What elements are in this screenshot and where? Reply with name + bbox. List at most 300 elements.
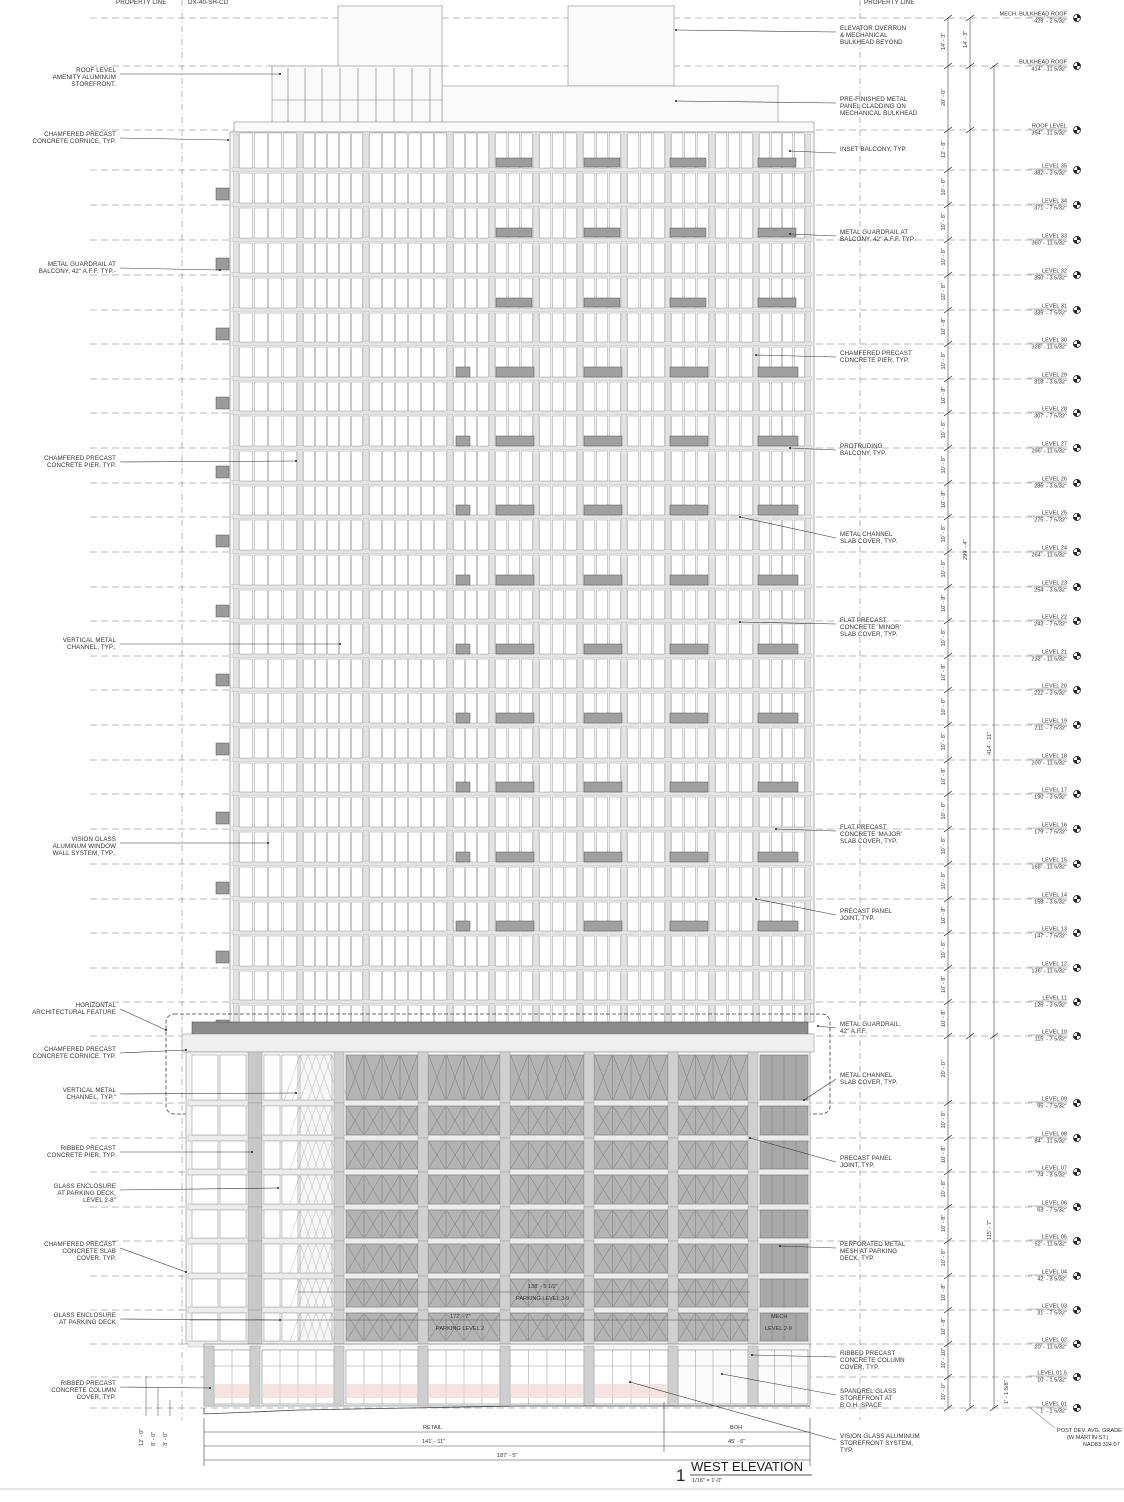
vision-glass-panel: [741, 555, 752, 585]
vision-glass-panel: [697, 659, 708, 688]
vision-glass-panel: [435, 347, 446, 377]
vision-glass-panel: [728, 347, 739, 377]
level-name: LEVEL 08: [1042, 1131, 1067, 1138]
left-note-text: CHANNEL, TYP.": [66, 1094, 116, 1101]
level-name: LEVEL 19: [1042, 718, 1067, 725]
vision-glass-panel: [304, 278, 314, 308]
retail-zone-tint: [263, 1384, 333, 1398]
vision-glass-panel: [478, 416, 488, 446]
side-balcony: [216, 258, 229, 270]
vision-glass-panel: [552, 520, 563, 550]
vision-glass-panel: [422, 832, 433, 862]
leader-arrow-icon: [775, 828, 777, 830]
vision-glass-panel: [340, 832, 350, 862]
ribbed-precast-column: [668, 1172, 678, 1207]
vision-glass-panel: [316, 936, 326, 966]
ground-height-dims: [146, 1376, 170, 1416]
vision-glass-panel: [316, 133, 326, 168]
vision-glass-panel: [741, 797, 752, 827]
vision-glass-panel: [584, 797, 595, 827]
right-note-text: PANEL CLADDING ON: [840, 103, 906, 110]
leader-arrow-icon: [817, 1025, 819, 1027]
vision-glass-panel: [552, 832, 563, 862]
vision-glass-panel: [422, 624, 433, 654]
vision-glass-panel: [584, 971, 595, 1000]
level-name: LEVEL 09: [1042, 1096, 1067, 1103]
vision-glass-panel: [508, 451, 519, 481]
vision-glass-panel: [383, 278, 394, 308]
vision-glass-panel: [269, 867, 282, 897]
ribbed-precast-column: [584, 1310, 594, 1344]
vision-glass-panel: [640, 590, 651, 619]
vision-glass-panel: [540, 555, 551, 585]
ribbed-precast-column: [748, 1241, 758, 1276]
vision-glass-panel: [565, 520, 576, 550]
level-marker: [1028, 719, 1081, 732]
vision-glass-panel: [552, 382, 563, 411]
leader-arrow-icon: [277, 1187, 279, 1189]
leader-line: [120, 1248, 186, 1272]
vision-glass-panel: [283, 173, 296, 203]
vision-glass-panel: [409, 133, 420, 168]
vision-glass-panel: [609, 520, 620, 550]
vision-glass-panel: [316, 728, 326, 758]
vision-glass-panel: [328, 971, 338, 1000]
floor-height-dim: 10' - 8": [941, 352, 947, 370]
vision-glass-panel: [422, 133, 433, 168]
vision-glass-panel: [728, 243, 739, 273]
vision-glass-panel: [240, 555, 253, 585]
vision-glass-panel: [640, 902, 651, 931]
level-elevation: 339' - 7 5/32": [1034, 310, 1067, 317]
vision-glass-panel: [609, 659, 620, 688]
vision-glass-panel: [383, 173, 394, 203]
vision-glass-panel: [383, 971, 394, 1000]
vision-glass-panel: [304, 624, 314, 654]
vision-glass-panel: [409, 659, 420, 688]
vision-glass-panel: [794, 520, 804, 550]
right-note-text: FLAT PRECAST: [840, 824, 887, 831]
vision-glass-panel: [508, 659, 519, 688]
vision-glass-panel: [340, 624, 350, 654]
vision-glass-panel: [771, 590, 781, 619]
vision-glass-panel: [240, 416, 253, 446]
vision-glass-panel: [383, 416, 394, 446]
bulkhead-height-dim: 14' - 3": [963, 30, 969, 48]
level-elevation: 232' - 11 5/32": [1031, 656, 1067, 663]
glass-enclosure-panel: [282, 1175, 298, 1204]
vision-glass-panel: [540, 624, 551, 654]
ribbed-precast-column: [418, 1276, 428, 1310]
protruding-balcony-guardrail: [758, 367, 798, 377]
glass-enclosure-panel: [192, 1210, 218, 1238]
vision-glass-panel: [316, 832, 326, 862]
crosshatch-panel: [300, 1244, 332, 1273]
left-note-text: CHAMFERED PRECAST: [44, 1241, 116, 1248]
vision-glass-panel: [304, 693, 314, 723]
vision-glass-panel: [240, 936, 253, 966]
vision-glass-panel: [304, 173, 314, 203]
level-elevation: 360' - 11 5/32": [1031, 240, 1067, 247]
vision-glass-panel: [596, 173, 607, 203]
vision-glass-panel: [283, 832, 296, 862]
vision-glass-panel: [640, 416, 651, 446]
vision-glass-panel: [540, 590, 551, 619]
vision-glass-panel: [552, 173, 563, 203]
left-note-text: AT PARKING DECK: [59, 1319, 116, 1326]
vision-glass-panel: [697, 451, 708, 481]
level-elevation: 168' - 11 5/32": [1031, 864, 1067, 871]
level-name: LEVEL 30: [1042, 337, 1067, 344]
left-note-text: CHAMFERED PRECAST: [44, 455, 116, 462]
vision-glass-panel: [628, 797, 639, 827]
vision-glass-panel: [684, 728, 695, 758]
level-marker: [1028, 338, 1081, 351]
vision-glass-panel: [771, 173, 781, 203]
right-note-text: DECK, TYP.: [840, 1255, 875, 1262]
vision-glass-panel: [352, 902, 362, 931]
vision-glass-panel: [254, 728, 267, 758]
left-note-text: COVER, TYP.: [76, 1255, 116, 1262]
vision-glass-panel: [383, 728, 394, 758]
vision-glass-panel: [269, 451, 282, 481]
glass-enclosure-panel: [282, 1313, 298, 1341]
vision-glass-panel: [304, 382, 314, 411]
precast-pier: [578, 134, 583, 1022]
level-name: LEVEL 17: [1042, 787, 1067, 794]
vision-glass-panel: [466, 520, 476, 550]
side-balcony: [216, 466, 229, 478]
vision-glass-panel: [653, 243, 664, 273]
vision-glass-panel: [396, 936, 407, 966]
vision-glass-panel: [478, 867, 488, 897]
left-note-text: ROOF LEVEL: [76, 67, 116, 74]
protruding-balcony-guardrail: [758, 505, 798, 515]
podium-slab-cover: [188, 1169, 810, 1175]
level-name: LEVEL 25: [1042, 510, 1067, 517]
level-marker: [1028, 927, 1081, 940]
vision-glass-panel: [741, 382, 752, 411]
vision-glass-panel: [422, 278, 433, 308]
vision-glass-panel: [565, 797, 576, 827]
vision-glass-panel: [565, 555, 576, 585]
vision-glass-panel: [684, 243, 695, 273]
podium-height-dim: 115' - 7": [987, 1219, 993, 1240]
vision-glass-panel: [640, 693, 651, 723]
inset-balcony-guardrail: [670, 158, 706, 167]
vision-glass-panel: [716, 902, 727, 931]
vision-glass-panel: [409, 728, 420, 758]
vision-glass-panel: [565, 902, 576, 931]
level-elevation: 211' - 7 5/32": [1034, 725, 1067, 732]
vision-glass-panel: [370, 728, 381, 758]
vision-glass-panel: [716, 624, 727, 654]
vision-glass-panel: [540, 416, 551, 446]
level-elevation: 318' - 3 5/32": [1034, 379, 1067, 386]
vision-glass-panel: [596, 936, 607, 966]
inset-balcony-guardrail: [496, 228, 532, 237]
vision-glass-panel: [760, 173, 770, 203]
vision-glass-panel: [653, 902, 664, 931]
vision-glass-panel: [283, 347, 296, 377]
vision-glass-panel: [340, 763, 350, 792]
vision-glass-panel: [760, 313, 770, 342]
grade-label-3: NAD83 324.07: [1083, 1442, 1120, 1448]
vision-glass-panel: [454, 867, 464, 897]
vision-glass-panel: [328, 728, 338, 758]
vision-glass-panel: [396, 520, 407, 550]
right-note-text: CONCRETE COLUMN: [840, 1357, 905, 1364]
right-note-text: METAL GUARDRAIL,: [840, 1021, 902, 1028]
level-marker: [1028, 1030, 1081, 1043]
vision-glass-panel: [435, 133, 446, 168]
vision-glass-panel: [684, 797, 695, 827]
level-elevation: 307' - 7 5/32": [1034, 413, 1067, 420]
vision-glass-panel: [370, 797, 381, 827]
right-note-text: PROTRUDING: [840, 443, 883, 450]
vision-glass-panel: [478, 590, 488, 619]
vision-glass-panel: [352, 936, 362, 966]
vision-glass-panel: [409, 971, 420, 1000]
level-name: LEVEL 03: [1042, 1303, 1067, 1310]
floor-height-dim: 10' - 8": [941, 767, 947, 785]
vision-glass-panel: [640, 486, 651, 515]
level-elevation: 63' - 7 5/32": [1037, 1207, 1067, 1214]
vision-glass-panel: [283, 520, 296, 550]
grade-offset-dim: 1' - 1 5/8": [1004, 1380, 1010, 1404]
retail-zone-tint: [595, 1384, 667, 1398]
level-elevation: 350' - 3 5/32": [1034, 275, 1067, 282]
vision-glass-panel: [508, 382, 519, 411]
vision-glass-panel: [596, 243, 607, 273]
vision-glass-panel: [653, 971, 664, 1000]
vision-glass-panel: [521, 451, 532, 481]
vision-glass-panel: [352, 313, 362, 342]
level-name: LEVEL 04: [1042, 1269, 1067, 1276]
vision-glass-panel: [716, 936, 727, 966]
leader-arrow-icon: [739, 621, 741, 623]
vision-glass-panel: [383, 555, 394, 585]
vision-glass-panel: [435, 208, 446, 238]
vision-glass-panel: [370, 936, 381, 966]
protruding-balcony-guardrail: [584, 713, 622, 723]
ribbed-precast-column: [500, 1207, 510, 1241]
vision-glass-panel: [283, 486, 296, 515]
vision-glass-panel: [269, 797, 282, 827]
vertical-dimensions: [941, 15, 1010, 1411]
vision-glass-panel: [466, 659, 476, 688]
vision-glass-panel: [240, 133, 253, 168]
vision-glass-panel: [653, 832, 664, 862]
vision-glass-panel: [328, 451, 338, 481]
level-elevation: 126' - 3 5/32": [1034, 1002, 1067, 1009]
vision-glass-panel: [628, 936, 639, 966]
vision-glass-panel: [609, 243, 620, 273]
glass-enclosure-panel: [192, 1175, 218, 1204]
vision-glass-panel: [340, 451, 350, 481]
vision-glass-panel: [508, 173, 519, 203]
crosshatch-panel: [300, 1175, 332, 1204]
podium-slab-cover: [188, 1307, 810, 1313]
vision-glass-panel: [409, 867, 420, 897]
glass-enclosure-panel: [264, 1279, 280, 1307]
vision-glass-panel: [383, 590, 394, 619]
vision-glass-panel: [552, 133, 563, 168]
floor-height-dim: 10' - 8": [941, 1145, 947, 1163]
vision-glass-panel: [396, 797, 407, 827]
left-note-text: VERTICAL METAL: [62, 1087, 116, 1094]
vision-glass-panel: [254, 936, 267, 966]
vision-glass-panel: [383, 867, 394, 897]
vision-glass-panel: [760, 243, 770, 273]
vision-glass-panel: [383, 832, 394, 862]
vision-glass-panel: [783, 728, 793, 758]
vision-glass-panel: [684, 173, 695, 203]
vision-glass-panel: [783, 797, 793, 827]
vision-glass-panel: [565, 867, 576, 897]
vision-glass-panel: [283, 451, 296, 481]
vision-glass-panel: [508, 728, 519, 758]
vision-glass-panel: [728, 867, 739, 897]
ribbed-precast-column: [584, 1276, 594, 1310]
floor-height-dim: 10' - 8": [941, 733, 947, 751]
protruding-balcony-guardrail: [496, 921, 534, 931]
vision-glass-panel: [352, 173, 362, 203]
floor-height-dim: 10' - 8": [941, 906, 947, 924]
protruding-balcony-guardrail: [670, 367, 708, 377]
vision-glass-panel: [435, 624, 446, 654]
ribbed-precast-column: [584, 1172, 594, 1207]
vision-glass-panel: [628, 313, 639, 342]
vision-glass-panel: [728, 902, 739, 931]
vision-glass-panel: [396, 624, 407, 654]
vision-glass-panel: [435, 902, 446, 931]
vision-glass-panel: [521, 520, 532, 550]
vision-glass-panel: [328, 208, 338, 238]
vision-glass-panel: [254, 867, 267, 897]
vision-glass-panel: [653, 797, 664, 827]
vision-glass-panel: [521, 659, 532, 688]
vision-glass-panel: [640, 867, 651, 897]
protruding-balcony-guardrail: [584, 852, 622, 862]
vision-glass-panel: [396, 278, 407, 308]
podium-slab-cover: [188, 1273, 810, 1279]
vision-glass-panel: [672, 590, 683, 619]
vision-glass-panel: [653, 763, 664, 792]
vision-glass-panel: [584, 590, 595, 619]
protruding-balcony-guardrail: [670, 575, 708, 585]
ribbed-precast-column: [500, 1241, 510, 1276]
vision-glass-panel: [422, 590, 433, 619]
vision-glass-panel: [254, 520, 267, 550]
ribbed-precast-column: [668, 1052, 678, 1103]
vision-glass-panel: [760, 520, 770, 550]
vision-glass-panel: [478, 278, 488, 308]
vision-glass-panel: [396, 133, 407, 168]
vision-glass-panel: [552, 763, 563, 792]
floor-height-dim: 10' - 8": [941, 248, 947, 266]
vision-glass-panel: [741, 971, 752, 1000]
vision-glass-panel: [684, 313, 695, 342]
vision-glass-panel: [254, 832, 267, 862]
vision-glass-panel: [352, 347, 362, 377]
vision-glass-panel: [466, 278, 476, 308]
vision-glass-panel: [304, 451, 314, 481]
ribbed-precast-pier: [248, 1172, 262, 1207]
vision-glass-panel: [640, 520, 651, 550]
vision-glass-panel: [565, 486, 576, 515]
vision-glass-panel: [540, 382, 551, 411]
vision-glass-panel: [352, 832, 362, 862]
vision-glass-panel: [269, 486, 282, 515]
floor-height-dim: 10' - 8": [941, 283, 947, 301]
vision-glass-panel: [352, 451, 362, 481]
vision-glass-panel: [409, 208, 420, 238]
boh-label: BOH: [730, 1425, 743, 1431]
leader-line: [120, 1050, 186, 1053]
level-elevation: 31' - 7 5/32": [1037, 1310, 1067, 1317]
vision-glass-panel: [640, 936, 651, 966]
vision-glass-panel: [552, 902, 563, 931]
vision-glass-panel: [466, 451, 476, 481]
right-note-text: B.O.H. SPACE: [840, 1402, 883, 1409]
vision-glass-panel: [396, 902, 407, 931]
vision-glass-panel: [422, 486, 433, 515]
glass-enclosure-panel: [192, 1141, 218, 1169]
level-marker: [1028, 442, 1081, 455]
vision-glass-panel: [435, 555, 446, 585]
vision-glass-panel: [370, 133, 381, 168]
right-note-text: CHAMFERED PRECAST: [840, 350, 912, 357]
spandrel-glass-storefront: [758, 1350, 808, 1404]
vision-glass-panel: [521, 971, 532, 1000]
vision-glass-panel: [340, 797, 350, 827]
vision-glass-panel: [316, 208, 326, 238]
ground-floor-storefront: [204, 1346, 808, 1406]
level-marker: [1028, 893, 1081, 906]
vision-glass-panel: [396, 486, 407, 515]
ribbed-precast-column: [748, 1207, 758, 1241]
vision-glass-panel: [653, 555, 664, 585]
vision-glass-panel: [396, 555, 407, 585]
vision-glass-panel: [628, 173, 639, 203]
floor-height-dim: 10' - 10": [941, 1348, 947, 1369]
level-marker: [1028, 581, 1081, 594]
vision-glass-panel: [628, 902, 639, 931]
vision-glass-panel: [794, 867, 804, 897]
level-elevation: 286' - 3 5/32": [1034, 483, 1067, 490]
vision-glass-panel: [352, 486, 362, 515]
level-name: LEVEL 26: [1042, 476, 1067, 483]
ribbed-column-cover: [204, 1346, 214, 1406]
vision-glass-panel: [316, 451, 326, 481]
vision-glass-panel: [540, 173, 551, 203]
vision-glass-panel: [565, 936, 576, 966]
vision-glass-panel: [435, 451, 446, 481]
vision-glass-panel: [565, 243, 576, 273]
vision-glass-panel: [254, 208, 267, 238]
podium-slab-cover: [188, 1238, 810, 1244]
vision-glass-panel: [269, 416, 282, 446]
level-elevation: 190' - 3 5/32": [1034, 794, 1067, 801]
vision-glass-panel: [672, 936, 683, 966]
vision-glass-panel: [716, 590, 727, 619]
protruding-balcony-guardrail: [758, 921, 798, 931]
ribbed-precast-pier: [248, 1138, 262, 1172]
vision-glass-panel: [269, 902, 282, 931]
vision-glass-panel: [340, 486, 350, 515]
vision-glass-panel: [508, 867, 519, 897]
